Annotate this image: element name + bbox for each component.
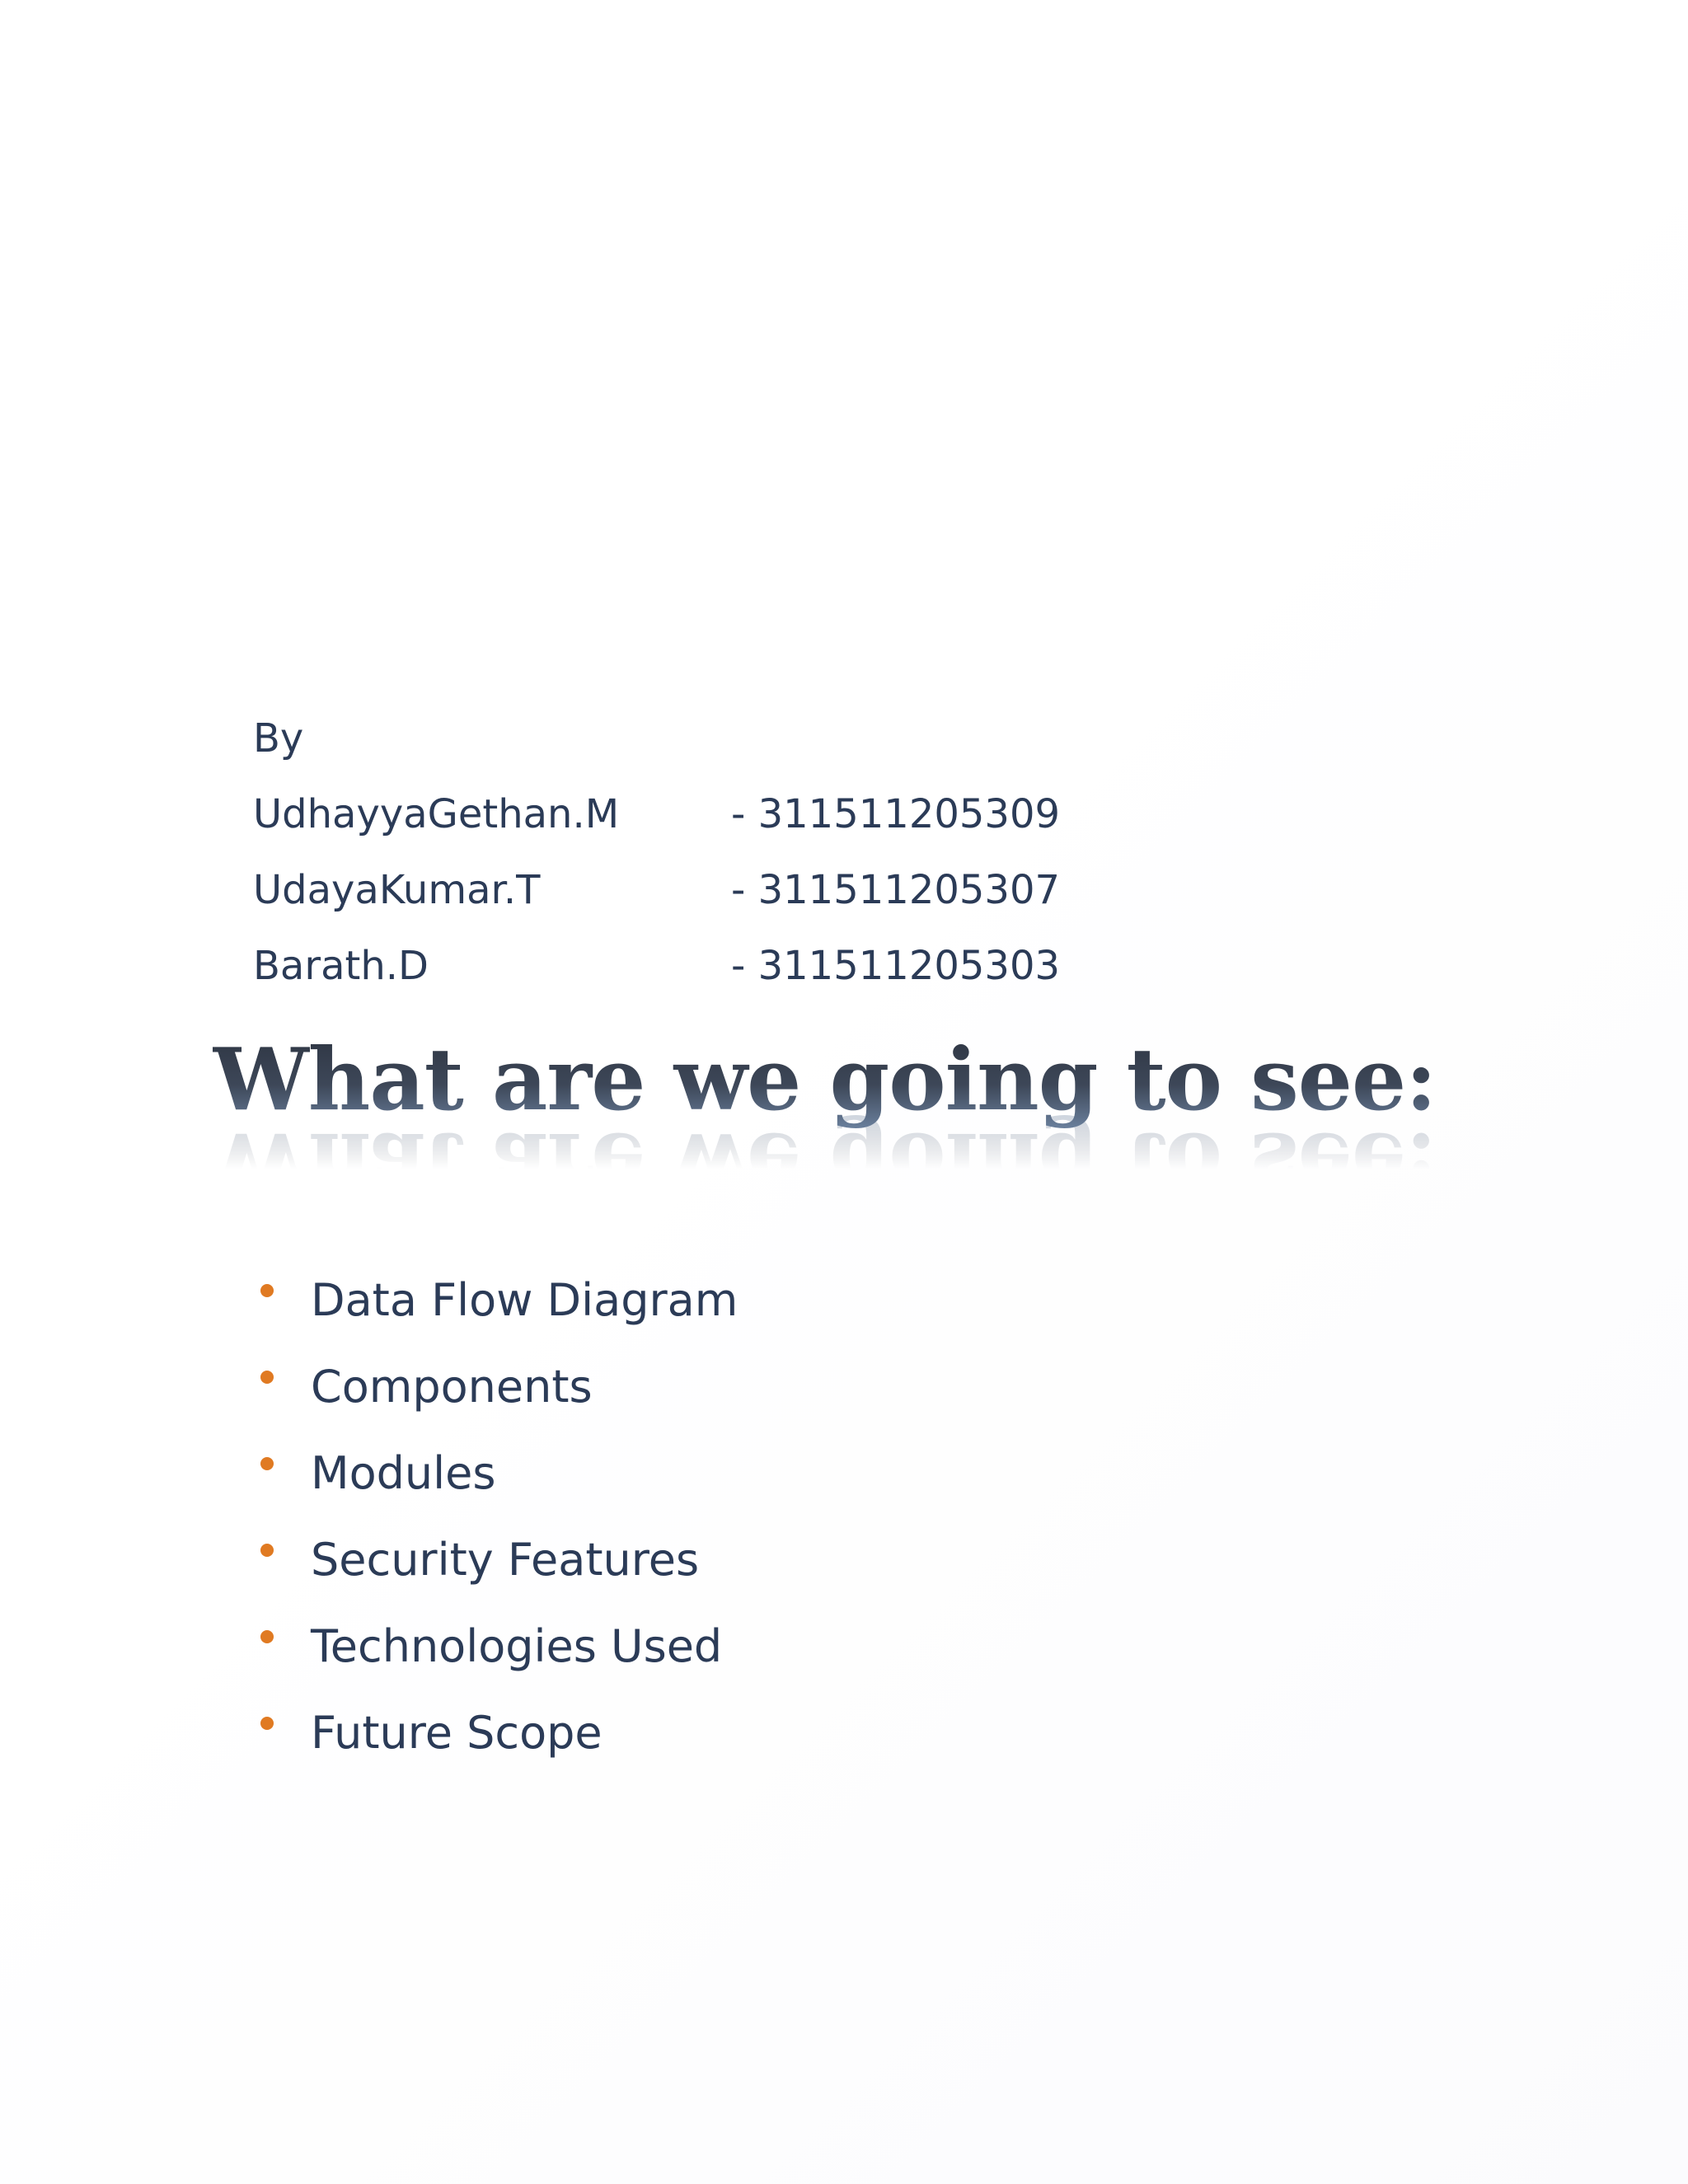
title-line-2	[247, 359, 1512, 505]
bullet-dot-icon	[260, 1371, 274, 1384]
topic-label: Security Features	[311, 1534, 700, 1586]
topic-label: Components	[311, 1361, 593, 1413]
bullet-dot-icon	[260, 1717, 274, 1730]
author-id: - 311511205303	[731, 943, 1061, 989]
bullet-dot-icon	[260, 1284, 274, 1297]
list-item	[256, 1430, 738, 1516]
topic-label: Modules	[311, 1447, 496, 1499]
title-system-word: System	[247, 367, 667, 490]
title-line-1: Student Management	[247, 227, 1512, 350]
topic-label: Data Flow Diagram	[311, 1274, 738, 1326]
list-item	[256, 1603, 738, 1690]
topic-label: Future Scope	[311, 1707, 603, 1759]
list-item	[256, 1516, 738, 1603]
author-name: UdayaKumar.T	[253, 867, 541, 913]
bullet-dot-icon	[260, 1544, 274, 1557]
author-id: - 311511205309	[731, 791, 1061, 837]
topic-label: Technologies Used	[311, 1620, 723, 1672]
author-name: UdhayyaGethan.M	[253, 791, 620, 837]
bullet-dot-icon	[260, 1457, 274, 1470]
author-name: Barath.D	[253, 943, 429, 989]
author-id: - 311511205307	[731, 867, 1061, 913]
bullet-dot-icon	[260, 1630, 274, 1643]
title-acronym: (SMS)	[702, 384, 999, 485]
list-item	[256, 1343, 738, 1430]
section-title: What are we going to see:	[213, 1026, 1437, 1133]
list-item	[256, 1257, 738, 1343]
topics-list	[256, 1257, 738, 1776]
list-item	[256, 1690, 738, 1776]
document-title	[247, 218, 1512, 505]
by-label: By	[253, 715, 304, 762]
